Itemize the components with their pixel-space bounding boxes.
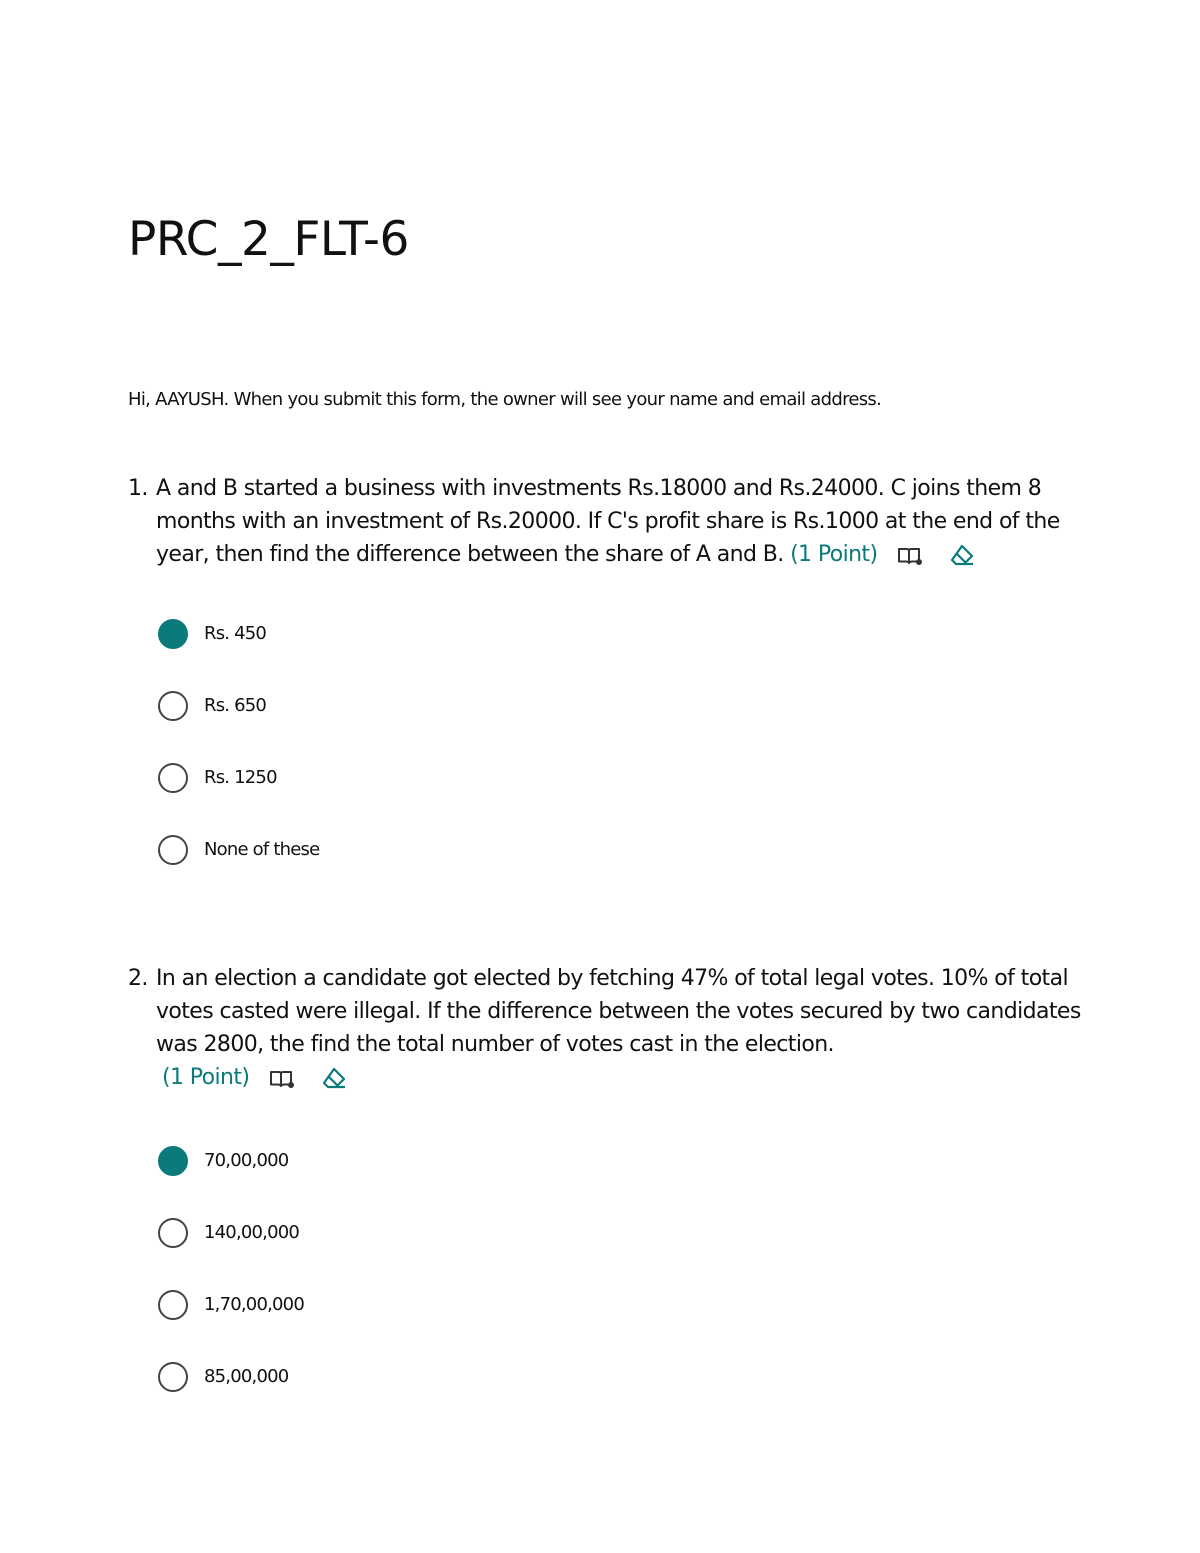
question-text: In an election a candidate got elected by fetching 47% of total legal votes. 10% of total votes casted were illegal. If the difference between the votes secured by two candidates was 2800, the find the total number of votes cast in the election.: [156, 966, 1081, 1057]
option-label: 140,00,000: [204, 1222, 300, 1244]
question-2-header: [128, 962, 1088, 1095]
question-points: (1 Point): [162, 1065, 250, 1090]
option-item[interactable]: [158, 1125, 1088, 1197]
option-label: Rs. 1250: [204, 767, 277, 789]
radio-button[interactable]: [158, 1290, 188, 1320]
question-text: A and B started a business with investments Rs.18000 and Rs.24000. C joins them 8 months with an investment of Rs.20000. If C's profit share is Rs.1000 at the end of the year, then find the difference between the share of A and B.: [156, 476, 1060, 567]
option-item[interactable]: [158, 670, 1088, 742]
question-1-options: [128, 598, 1088, 886]
option-item[interactable]: [158, 742, 1088, 814]
radio-button-selected[interactable]: [158, 619, 188, 649]
radio-button-selected[interactable]: [158, 1146, 188, 1176]
question-number: 1.: [128, 476, 148, 501]
question-2-points-line: [156, 1061, 1088, 1095]
option-item[interactable]: [158, 814, 1088, 886]
form-greeting: Hi, AAYUSH. When you submit this form, the owner will see your name and email address.: [128, 389, 882, 410]
immersive-reader-icon[interactable]: [896, 539, 924, 572]
option-label: 70,00,000: [204, 1150, 289, 1172]
question-points: (1 Point): [790, 542, 878, 567]
question-2-options: [128, 1125, 1088, 1413]
immersive-reader-icon[interactable]: [268, 1062, 296, 1095]
option-label: Rs. 650: [204, 695, 267, 717]
question-2: [128, 962, 1088, 1413]
radio-button[interactable]: [158, 691, 188, 721]
option-label: Rs. 450: [204, 623, 267, 645]
question-1: [128, 472, 1088, 886]
option-item[interactable]: [158, 1341, 1088, 1413]
option-label: 85,00,000: [204, 1366, 289, 1388]
radio-button[interactable]: [158, 1218, 188, 1248]
option-label: 1,70,00,000: [204, 1294, 304, 1316]
question-2-tools: [268, 1061, 366, 1095]
question-1-header: [128, 472, 1088, 572]
eraser-icon[interactable]: [320, 1062, 348, 1095]
form-title: PRC_2_FLT-6: [128, 212, 409, 267]
option-label: None of these: [204, 839, 320, 861]
question-1-tools: [896, 538, 994, 572]
option-item[interactable]: [158, 598, 1088, 670]
radio-button[interactable]: [158, 1362, 188, 1392]
radio-button[interactable]: [158, 835, 188, 865]
option-item[interactable]: [158, 1197, 1088, 1269]
radio-button[interactable]: [158, 763, 188, 793]
eraser-icon[interactable]: [948, 539, 976, 572]
option-item[interactable]: [158, 1269, 1088, 1341]
question-number: 2.: [128, 966, 148, 991]
